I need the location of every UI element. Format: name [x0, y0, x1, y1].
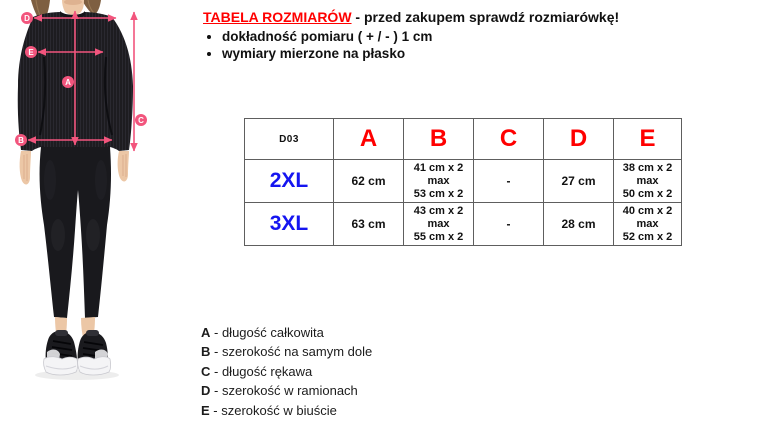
marker-b-label: B	[18, 136, 24, 145]
legend-letter: E	[201, 402, 210, 418]
size-chart-subtitle: - przed zakupem sprawdź rozmiarówkę!	[355, 9, 620, 25]
cell-line: max	[636, 174, 659, 187]
note-item: • wymiary mierzone na płasko	[222, 46, 432, 62]
size-table	[244, 118, 682, 246]
knee-highlight	[51, 219, 65, 251]
cell-line: 53 cm x 2	[413, 187, 464, 200]
legend-letter: D	[201, 383, 211, 399]
value-cell-d: 27 cm	[544, 160, 614, 203]
knee-highlight	[86, 219, 100, 251]
value-cell-d: 28 cm	[544, 203, 614, 246]
note-item: • dokładność pomiaru ( + / - ) 1 cm	[222, 29, 432, 45]
sneaker-left	[44, 330, 78, 375]
legend-desc: - długość rękawa	[214, 363, 313, 379]
thigh-highlight	[44, 160, 56, 200]
value-cell-b	[404, 160, 474, 203]
legend-letter: C	[201, 363, 211, 379]
cell-line: max	[636, 217, 659, 230]
column-header-b: B	[404, 119, 474, 160]
hand	[20, 151, 31, 184]
column-header-e: E	[614, 119, 682, 160]
measurement-notes	[208, 29, 432, 63]
legend-letter: A	[201, 325, 211, 340]
model-photo	[0, 0, 190, 420]
size-chart-title: TABELA ROZMIARÓW	[203, 9, 352, 25]
value-cell-e	[614, 160, 682, 203]
cell-line: max	[427, 174, 450, 187]
product-code: D03	[245, 119, 334, 160]
value-cell-c: -	[474, 203, 544, 246]
headline	[203, 9, 619, 25]
legend-desc: - szerokość w biuście	[213, 402, 337, 418]
table-row	[245, 203, 682, 246]
cell-line: 38 cm x 2	[622, 161, 673, 174]
marker-d-label: D	[24, 14, 30, 23]
legend-item	[201, 362, 372, 381]
cell-line: 55 cm x 2	[413, 230, 464, 243]
column-header-d: D	[544, 119, 614, 160]
size-label: 2XL	[245, 160, 334, 203]
value-cell-b	[404, 203, 474, 246]
cell-line: 41 cm x 2	[413, 161, 464, 174]
thigh-highlight	[95, 160, 107, 200]
cell-line: 43 cm x 2	[413, 204, 464, 217]
legend-item	[201, 323, 372, 342]
column-header-a: A	[334, 119, 404, 160]
legend-item	[201, 342, 372, 361]
legend-desc: - długość całkowita	[214, 325, 324, 340]
value-cell-c: -	[474, 160, 544, 203]
cell-line: max	[427, 217, 450, 230]
marker-c-label: C	[138, 116, 144, 125]
legend-item	[201, 401, 372, 420]
cell-line: 50 cm x 2	[622, 187, 673, 200]
value-cell-e	[614, 203, 682, 246]
cell-line: 52 cm x 2	[622, 230, 673, 243]
value-cell-a: 63 cm	[334, 203, 404, 246]
legend-item	[201, 381, 372, 400]
value-cell-a: 62 cm	[334, 160, 404, 203]
column-header-c: C	[474, 119, 544, 160]
legend-desc: - szerokość w ramionach	[214, 383, 358, 399]
model-photo-svg	[0, 0, 190, 420]
size-label: 3XL	[245, 203, 334, 246]
cell-line: 40 cm x 2	[622, 204, 673, 217]
size-table-header-row	[245, 119, 682, 160]
marker-a-label: A	[65, 78, 71, 87]
measurement-legend	[201, 323, 372, 420]
sneaker-right	[78, 330, 111, 375]
marker-e-label: E	[28, 48, 34, 57]
table-row	[245, 160, 682, 203]
legend-desc: - szerokość na samym dole	[214, 344, 373, 360]
legend-letter: B	[201, 344, 211, 360]
